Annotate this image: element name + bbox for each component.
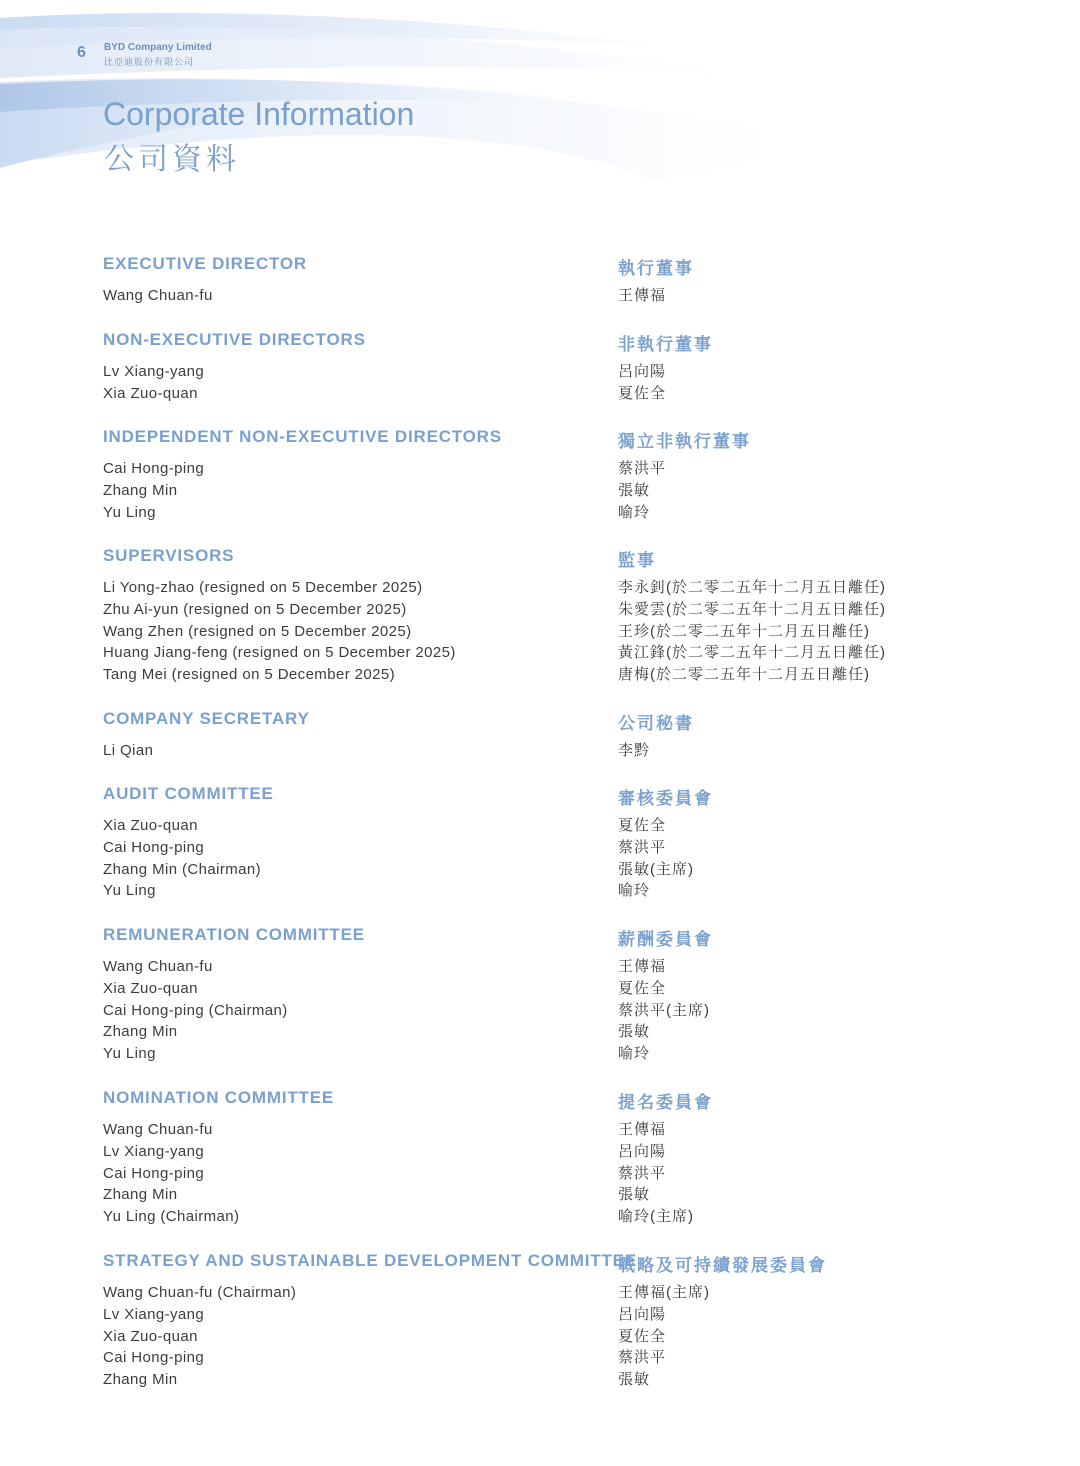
member-list-zh [618, 740, 650, 762]
member-name-zh: 喻玲(主席) [618, 1208, 694, 1226]
member-name: Wang Zhen (resigned on 5 December 2025) [103, 622, 412, 640]
section-heading-en: NOMINATION COMMITTEE [103, 1088, 334, 1107]
section-heading-zh: 公司秘書 [618, 714, 694, 733]
page-number: 6 [77, 44, 86, 61]
section-heading-zh: 提名委員會 [618, 1093, 713, 1112]
member-name: Yu Ling [103, 1045, 156, 1063]
member-name: Lv Xiang-yang [103, 1305, 205, 1323]
member-list-en [103, 956, 288, 1065]
member-name: Xia Zuo-quan [103, 817, 198, 834]
member-list-en [103, 458, 204, 523]
member-name-zh: 唐梅(於二零二五年十二月五日離任) [618, 666, 870, 684]
member-name: Zhang Min [103, 1023, 178, 1041]
member-name-zh: 王傳福(主席) [618, 1284, 710, 1301]
member-name-zh: 張敏 [618, 1023, 651, 1041]
section-heading-en: COMPANY SECRETARY [103, 709, 310, 728]
member-name-zh: 黃江鋒(於二零二五年十二月五日離任) [618, 644, 886, 662]
member-list-zh [618, 956, 710, 1065]
member-name-zh: 王傳福 [618, 958, 667, 975]
member-name: Yu Ling [103, 503, 156, 521]
member-name: Wang Chuan-fu [103, 1121, 213, 1138]
section-heading-en: INDEPENDENT NON-EXECUTIVE DIRECTORS [103, 427, 502, 446]
member-name-zh: 蔡洪平(主席) [618, 1001, 710, 1019]
member-name: Xia Zuo-quan [103, 384, 198, 402]
member-name-zh: 夏佐全 [618, 817, 667, 834]
member-name-zh: 王傳福 [618, 1121, 667, 1138]
page-title-en: Corporate Information [103, 96, 415, 132]
member-name-zh: 李黔 [618, 742, 651, 759]
member-name-zh: 喻玲 [618, 882, 651, 900]
section-heading-en: STRATEGY AND SUSTAINABLE DEVELOPMENT COMMITTEE [103, 1251, 637, 1270]
member-list-en [103, 577, 456, 686]
section-heading-zh: 非執行董事 [618, 335, 713, 354]
member-name: Tang Mei (resigned on 5 December 2025) [103, 666, 396, 684]
member-name-zh: 蔡洪平 [618, 1164, 667, 1182]
section-heading-en: REMUNERATION COMMITTEE [103, 925, 365, 944]
member-name: Cai Hong-ping (Chairman) [103, 1001, 288, 1019]
member-name: Yu Ling (Chairman) [103, 1208, 240, 1226]
member-name-zh: 張敏 [618, 1186, 651, 1204]
member-name: Yu Ling [103, 882, 156, 900]
member-name: Zhang Min [103, 481, 178, 499]
member-name: Cai Hong-ping [103, 1164, 205, 1182]
member-name: Wang Chuan-fu (Chairman) [103, 1284, 297, 1301]
member-name-zh: 張敏 [618, 1371, 651, 1389]
section-heading-zh: 審核委員會 [618, 789, 713, 808]
section-heading-zh: 監事 [618, 551, 656, 570]
member-name: Zhang Min [103, 1371, 178, 1389]
member-name-zh: 王珍(於二零二五年十二月五日離任) [618, 622, 870, 640]
member-name-zh: 夏佐全 [618, 1327, 667, 1345]
member-name-zh: 蔡洪平 [618, 460, 667, 477]
member-name-zh: 呂向陽 [618, 363, 667, 380]
section-heading-en: AUDIT COMMITTEE [103, 784, 274, 803]
member-name-zh: 夏佐全 [618, 979, 667, 997]
section-heading-zh: 獨立非執行董事 [618, 432, 751, 451]
member-list-en [103, 285, 213, 307]
member-name: Xia Zuo-quan [103, 979, 198, 997]
member-name: Li Yong-zhao (resigned on 5 December 2025) [103, 579, 423, 596]
member-name-zh: 朱愛雲(於二零二五年十二月五日離任) [618, 600, 886, 618]
section-heading-zh: 薪酬委員會 [618, 930, 713, 949]
company-name-en: BYD Company Limited [104, 42, 212, 53]
member-name-zh: 喻玲 [618, 503, 651, 521]
member-name: Wang Chuan-fu [103, 958, 213, 975]
member-list-en [103, 361, 204, 405]
section-heading-en: NON-EXECUTIVE DIRECTORS [103, 330, 366, 349]
member-list-en [103, 815, 261, 902]
member-name: Lv Xiang-yang [103, 1142, 205, 1160]
section-heading-zh: 戰略及可持續發展委員會 [618, 1256, 827, 1275]
member-list-zh [618, 577, 886, 686]
member-list-en [103, 740, 153, 762]
company-name-zh: 比亞迪股份有限公司 [104, 57, 195, 67]
member-name-zh: 李永釗(於二零二五年十二月五日離任) [618, 579, 886, 596]
member-list-en [103, 1282, 296, 1391]
member-name-zh: 喻玲 [618, 1045, 651, 1063]
member-name-zh: 夏佐全 [618, 384, 667, 402]
member-name: Cai Hong-ping [103, 1349, 205, 1367]
member-list-zh [618, 1282, 710, 1391]
member-name-zh: 蔡洪平 [618, 1349, 667, 1367]
member-list-zh [618, 458, 666, 523]
member-name: Xia Zuo-quan [103, 1327, 198, 1345]
member-name-zh: 張敏(主席) [618, 860, 694, 878]
member-name: Zhu Ai-yun (resigned on 5 December 2025) [103, 600, 407, 618]
member-name: Wang Chuan-fu [103, 287, 213, 304]
member-name: Cai Hong-ping [103, 838, 205, 856]
member-name: Zhang Min (Chairman) [103, 860, 262, 878]
section-heading-en: EXECUTIVE DIRECTOR [103, 254, 307, 273]
member-name: Zhang Min [103, 1186, 178, 1204]
section-heading-en: SUPERVISORS [103, 546, 235, 565]
member-name: Lv Xiang-yang [103, 363, 205, 380]
member-list-zh [618, 1119, 694, 1228]
member-name: Huang Jiang-feng (resigned on 5 December 2025) [103, 644, 456, 662]
member-name-zh: 呂向陽 [618, 1305, 667, 1323]
member-list-zh [618, 285, 666, 307]
member-name: Li Qian [103, 742, 154, 759]
member-list-zh [618, 815, 694, 902]
section-heading-zh: 執行董事 [618, 259, 694, 278]
page-title-zh: 公司資料 [104, 143, 240, 176]
member-name: Cai Hong-ping [103, 460, 205, 477]
member-name-zh: 張敏 [618, 481, 651, 499]
member-name-zh: 蔡洪平 [618, 838, 667, 856]
member-list-zh [618, 361, 666, 405]
member-name-zh: 呂向陽 [618, 1142, 667, 1160]
member-name-zh: 王傳福 [618, 287, 667, 304]
member-list-en [103, 1119, 239, 1228]
